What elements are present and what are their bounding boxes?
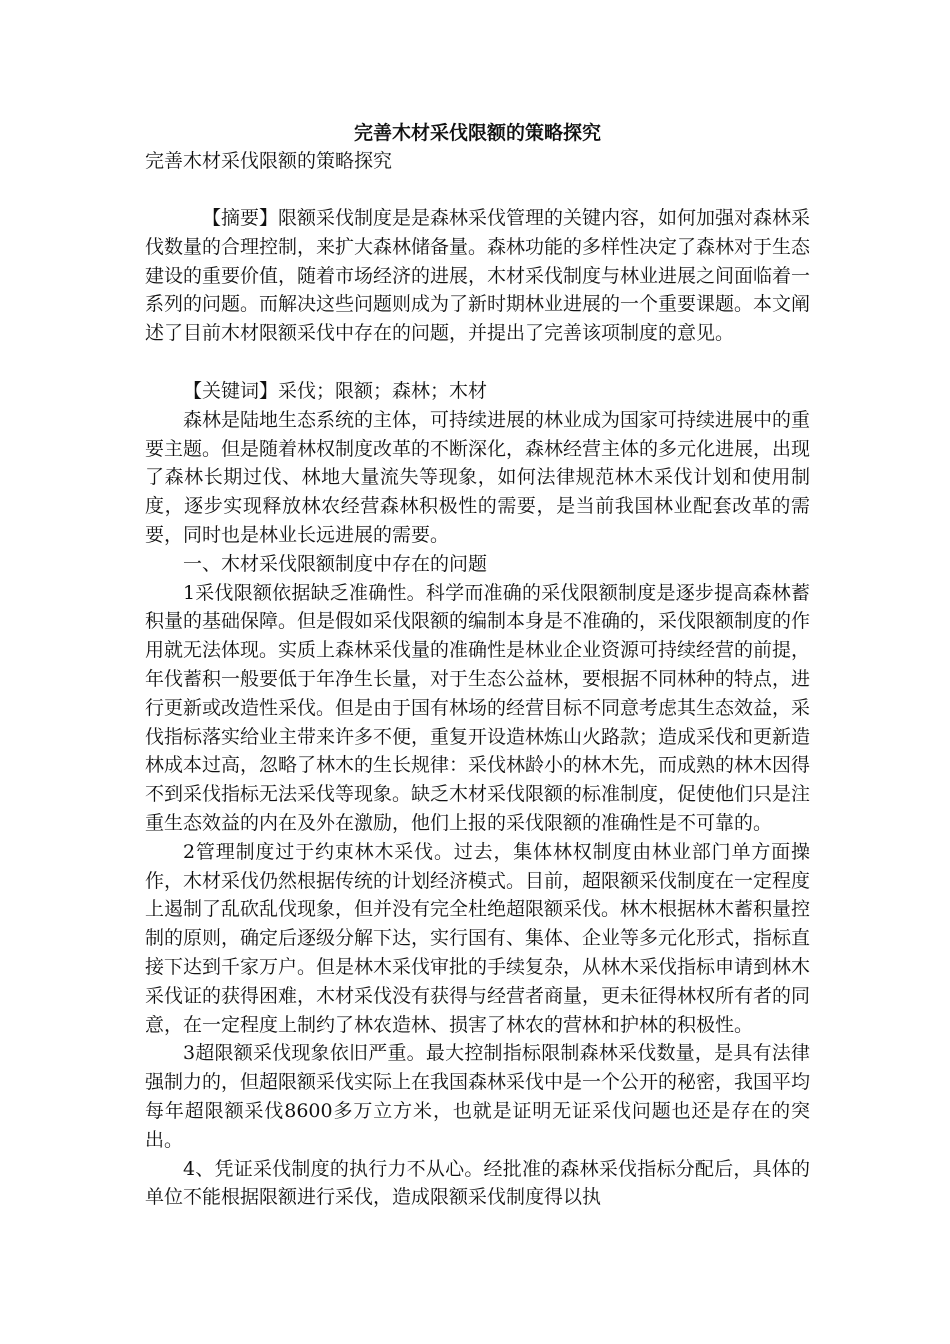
keywords-line: 【关键词】采伐；限额；森林；木材 <box>183 379 488 402</box>
point-3-paragraph: 3超限额采伐现象依旧严重。最大控制指标限制森林采伐数量，是具有法律强制力的，但超限额采伐实际上在我国森林采伐中是一个公开的秘密，我国平均每年超限额采伐8600多万立方米，也就是证明无证采伐问题也还是存在的突出。 <box>145 1042 811 1151</box>
intro-paragraph: 森林是陆地生态系统的主体，可持续进展的林业成为国家可持续进展中的重要主题。但是随着林权制度改革的不断深化，森林经营主体的多元化进展，出现了森林长期过伐、林地大量流失等现象，如何法律规范林木采伐计划和使用制度，逐步实现释放林农经营森林积极性的需要，是当前我国林业配套改革的需要，同时也是林业长远进展的需要。 <box>145 408 811 546</box>
document-title: 完善木材采伐限额的策略探究 <box>353 122 601 144</box>
section-heading: 一、木材采伐限额制度中存在的问题 <box>183 552 488 575</box>
point-2-paragraph: 2管理制度过于约束林木采伐。过去，集体林权制度由林业部门单方面操作，木材采伐仍然根据传统的计划经济模式。目前，超限额采伐制度在一定程度上遏制了乱砍乱伐现象，但并没有完全杜绝超限额采伐。林木根据林木蓄积量控制的原则，确定后逐级分解下达，实行国有、集体、企业等多元化形式，指标直接下达到千家万户。但是林木采伐审批的手续复杂，从林木采伐指标申请到林木采伐证的获得困难，木材采伐没有获得与经营者商量，更未征得林权所有者的同意，在一定程度上制约了林农造林、损害了林农的营林和护林的积极性。 <box>145 840 811 1036</box>
point-4-paragraph: 4、凭证采伐制度的执行力不从心。经批准的森林采伐指标分配后，具体的单位不能根据限额进行采伐，造成限额采伐制度得以执 <box>145 1157 810 1209</box>
point-1-paragraph: 1采伐限额依据缺乏准确性。科学而准确的采伐限额制度是逐步提高森林蓄积量的基础保障。但是假如采伐限额的编制本身是不准确的，采伐限额制度的作用就无法体现。实质上森林采伐量的准确性是林业企业资源可持续经营的前提，年伐蓄积一般要低于年净生长量，对于生态公益林，要根据不同林种的特点，进行更新或改造性采伐。但是由于国有林场的经营目标不同意考虑其生态效益，采伐指标落实给业主带来许多不便，重复开设造林炼山火路款；造成采伐和更新造林成本过高，忽略了林木的生长规律：采伐林龄小的林木先，而成熟的林木因得不到采伐指标无法采伐等现象。缺乏木材采伐限额的标准制度，促使他们只是注重生态效益的内在及外在激励，他们上报的采伐限额的准确性是不可靠的。 <box>145 581 811 834</box>
document-subtitle: 完善木材采伐限额的策略探究 <box>145 150 393 172</box>
abstract-paragraph: 【摘要】限额采伐制度是是森林采伐管理的关键内容，如何加强对森林采伐数量的合理控制，来扩大森林储备量。森林功能的多样性决定了森林对于生态建设的重要价值，随着市场经济的进展，木材采伐制度与林业进展之间面临着一系列的问题。而解决这些问题则成为了新时期林业进展的一个重要课题。本文阐述了目前木材限额采伐中存在的问题，并提出了完善该项制度的意见。 <box>145 207 811 345</box>
document-page <box>145 120 810 1212</box>
